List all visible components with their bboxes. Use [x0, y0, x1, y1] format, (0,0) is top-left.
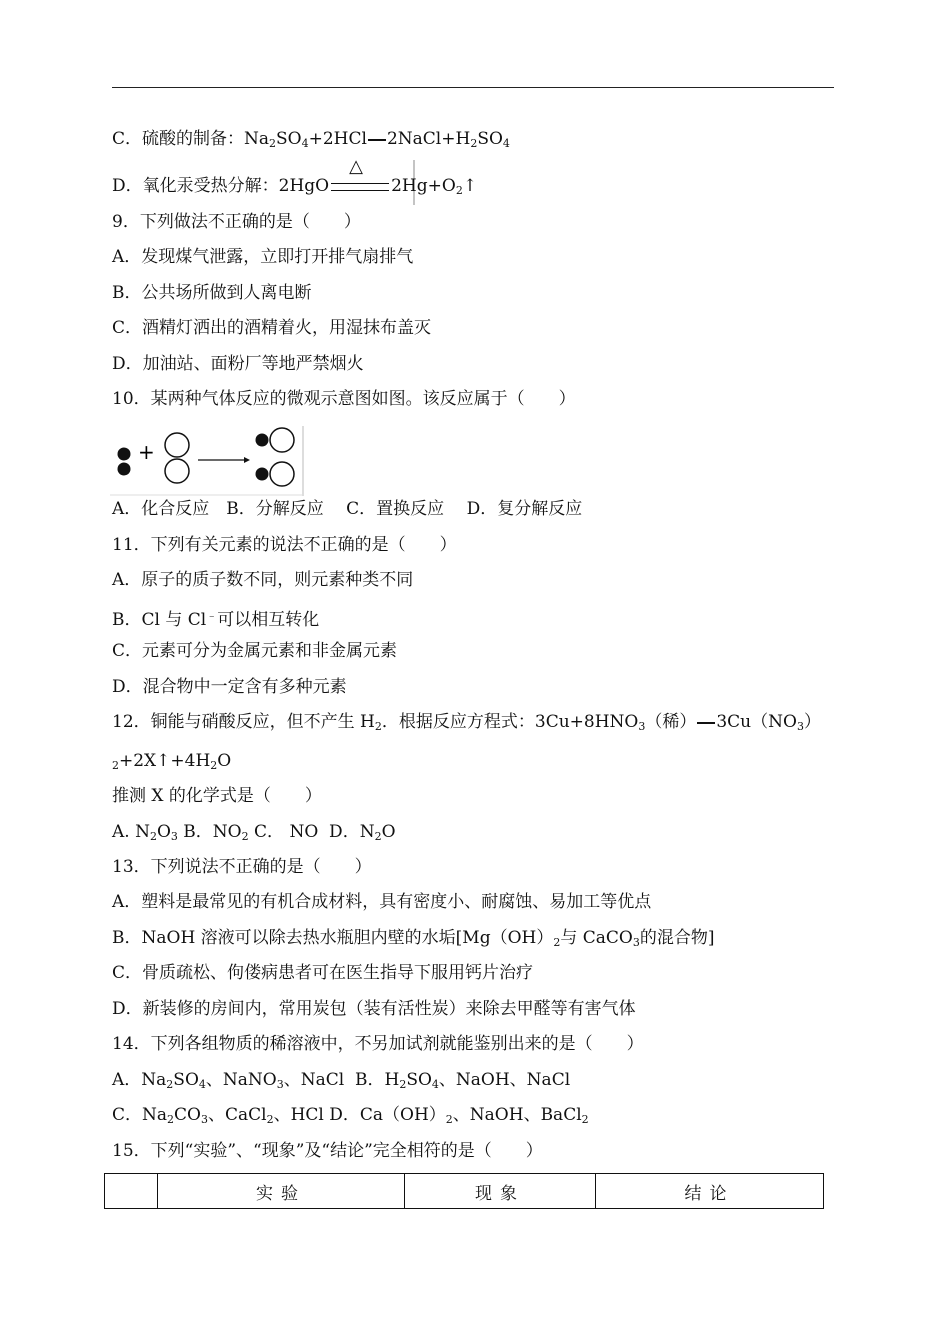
white-atom [270, 428, 294, 452]
q11-option-a: A．原子的质子数不同，则元素种类不同 [112, 570, 414, 590]
q11-option-b: B．Cl 与 Cl﹣可以相互转化 [112, 609, 320, 630]
q12-infer: 推测 X 的化学式是（ ） [112, 786, 322, 806]
q10-options: A．化合反应 B．分解反应 C．置换反应 D．复分解反应 [112, 499, 583, 519]
q12-stem: 12．铜能与硝酸反应，但不产生 $H_2$．根据反应方程式：$3Cu+8HNO_3$（稀） $3Cu(NO_3)$ [112, 712, 821, 733]
black-atom [256, 434, 269, 447]
table-header-blank [105, 1174, 158, 1209]
plus-sign: + [138, 440, 155, 464]
q13-option-d: D．新装修的房间内，常用炭包（装有活性炭）来除去甲醛等有害气体 [112, 999, 636, 1019]
black-atom [256, 468, 269, 481]
q12-equation-cont: $_2+2X↑+4H_2O$ [112, 751, 232, 772]
q8-option-c: C．硫酸的制备：$Na_2SO_4+2HCl$ $2NaCl+H_2SO_4$ [112, 129, 510, 150]
q9-option-a: A．发现煤气泄露，立即打开排气扇排气 [112, 247, 414, 267]
q13-stem: 13．下列说法不正确的是（ ） [112, 857, 372, 877]
q14-stem: 14．下列各组物质的稀溶液中，不另加试剂就能鉴别出来的是（ ） [112, 1034, 644, 1054]
q11-option-d: D．混合物中一定含有多种元素 [112, 677, 347, 697]
q10-stem: 10．某两种气体反应的微观示意图如图。该反应属于（ ） [112, 389, 576, 409]
q9-option-d: D．加油站、面粉厂等地严禁烟火 [112, 354, 364, 374]
q15-stem: 15．下列“实验”、“现象”及“结论”完全相符的是（ ） [112, 1141, 543, 1161]
table-header-conclusion: 结论 [596, 1174, 824, 1209]
q9-option-b: B．公共场所做到人离电断 [112, 283, 312, 303]
white-atom [165, 433, 189, 457]
table-header-experiment: 实验 [158, 1174, 405, 1209]
q13-option-c: C．骨质疏松、佝偻病患者可在医生指导下服用钙片治疗 [112, 963, 534, 983]
table-header-row [105, 1174, 824, 1209]
q14-options-cd: C．$Na_2CO_3$、CaCl$_2$、HCl D．$Ca(OH)_2$、NaOH、BaCl$_2$ [112, 1105, 589, 1126]
q11-stem: 11．下列有关元素的说法不正确的是（ ） [112, 535, 457, 555]
equals-sign [331, 183, 389, 191]
q15-table [104, 1173, 824, 1209]
q8-option-d: D．氧化汞受热分解：2HgO △ $2Hg+O_2↑$ [112, 156, 478, 197]
white-atom [270, 462, 294, 486]
q9-option-c: C．酒精灯洒出的酒精着火，用湿抹布盖灭 [112, 318, 432, 338]
q14-options-ab: A．$Na_2SO_4$、NaNO$_3$、NaCl B．$H_2SO_4$、NaOH、NaCl [112, 1070, 571, 1091]
black-atom [118, 463, 131, 476]
q13-option-b: B．NaOH 溶液可以除去热水瓶胆内壁的水垢[$Mg(OH)_2$与 CaCO$_3$的混合物] [112, 928, 715, 949]
q9-stem: 9．下列做法不正确的是（ ） [112, 212, 361, 232]
q13-option-a: A．塑料是最常见的有机合成材料，具有密度小、耐腐蚀、易加工等优点 [112, 892, 652, 912]
heat-symbol: △ [349, 156, 363, 177]
table-header-phenomenon: 现象 [405, 1174, 596, 1209]
q12-options: A. $N_2O_3$ B．$NO_2$ C． NO D．$N_2O$ [112, 822, 396, 843]
q11-option-c: C．元素可分为金属元素和非金属元素 [112, 641, 398, 661]
white-atom [165, 459, 189, 483]
header-rule [112, 87, 834, 88]
molecule-diagram-svg [110, 426, 306, 496]
reaction-diagram [110, 426, 306, 496]
black-atom [118, 448, 131, 461]
